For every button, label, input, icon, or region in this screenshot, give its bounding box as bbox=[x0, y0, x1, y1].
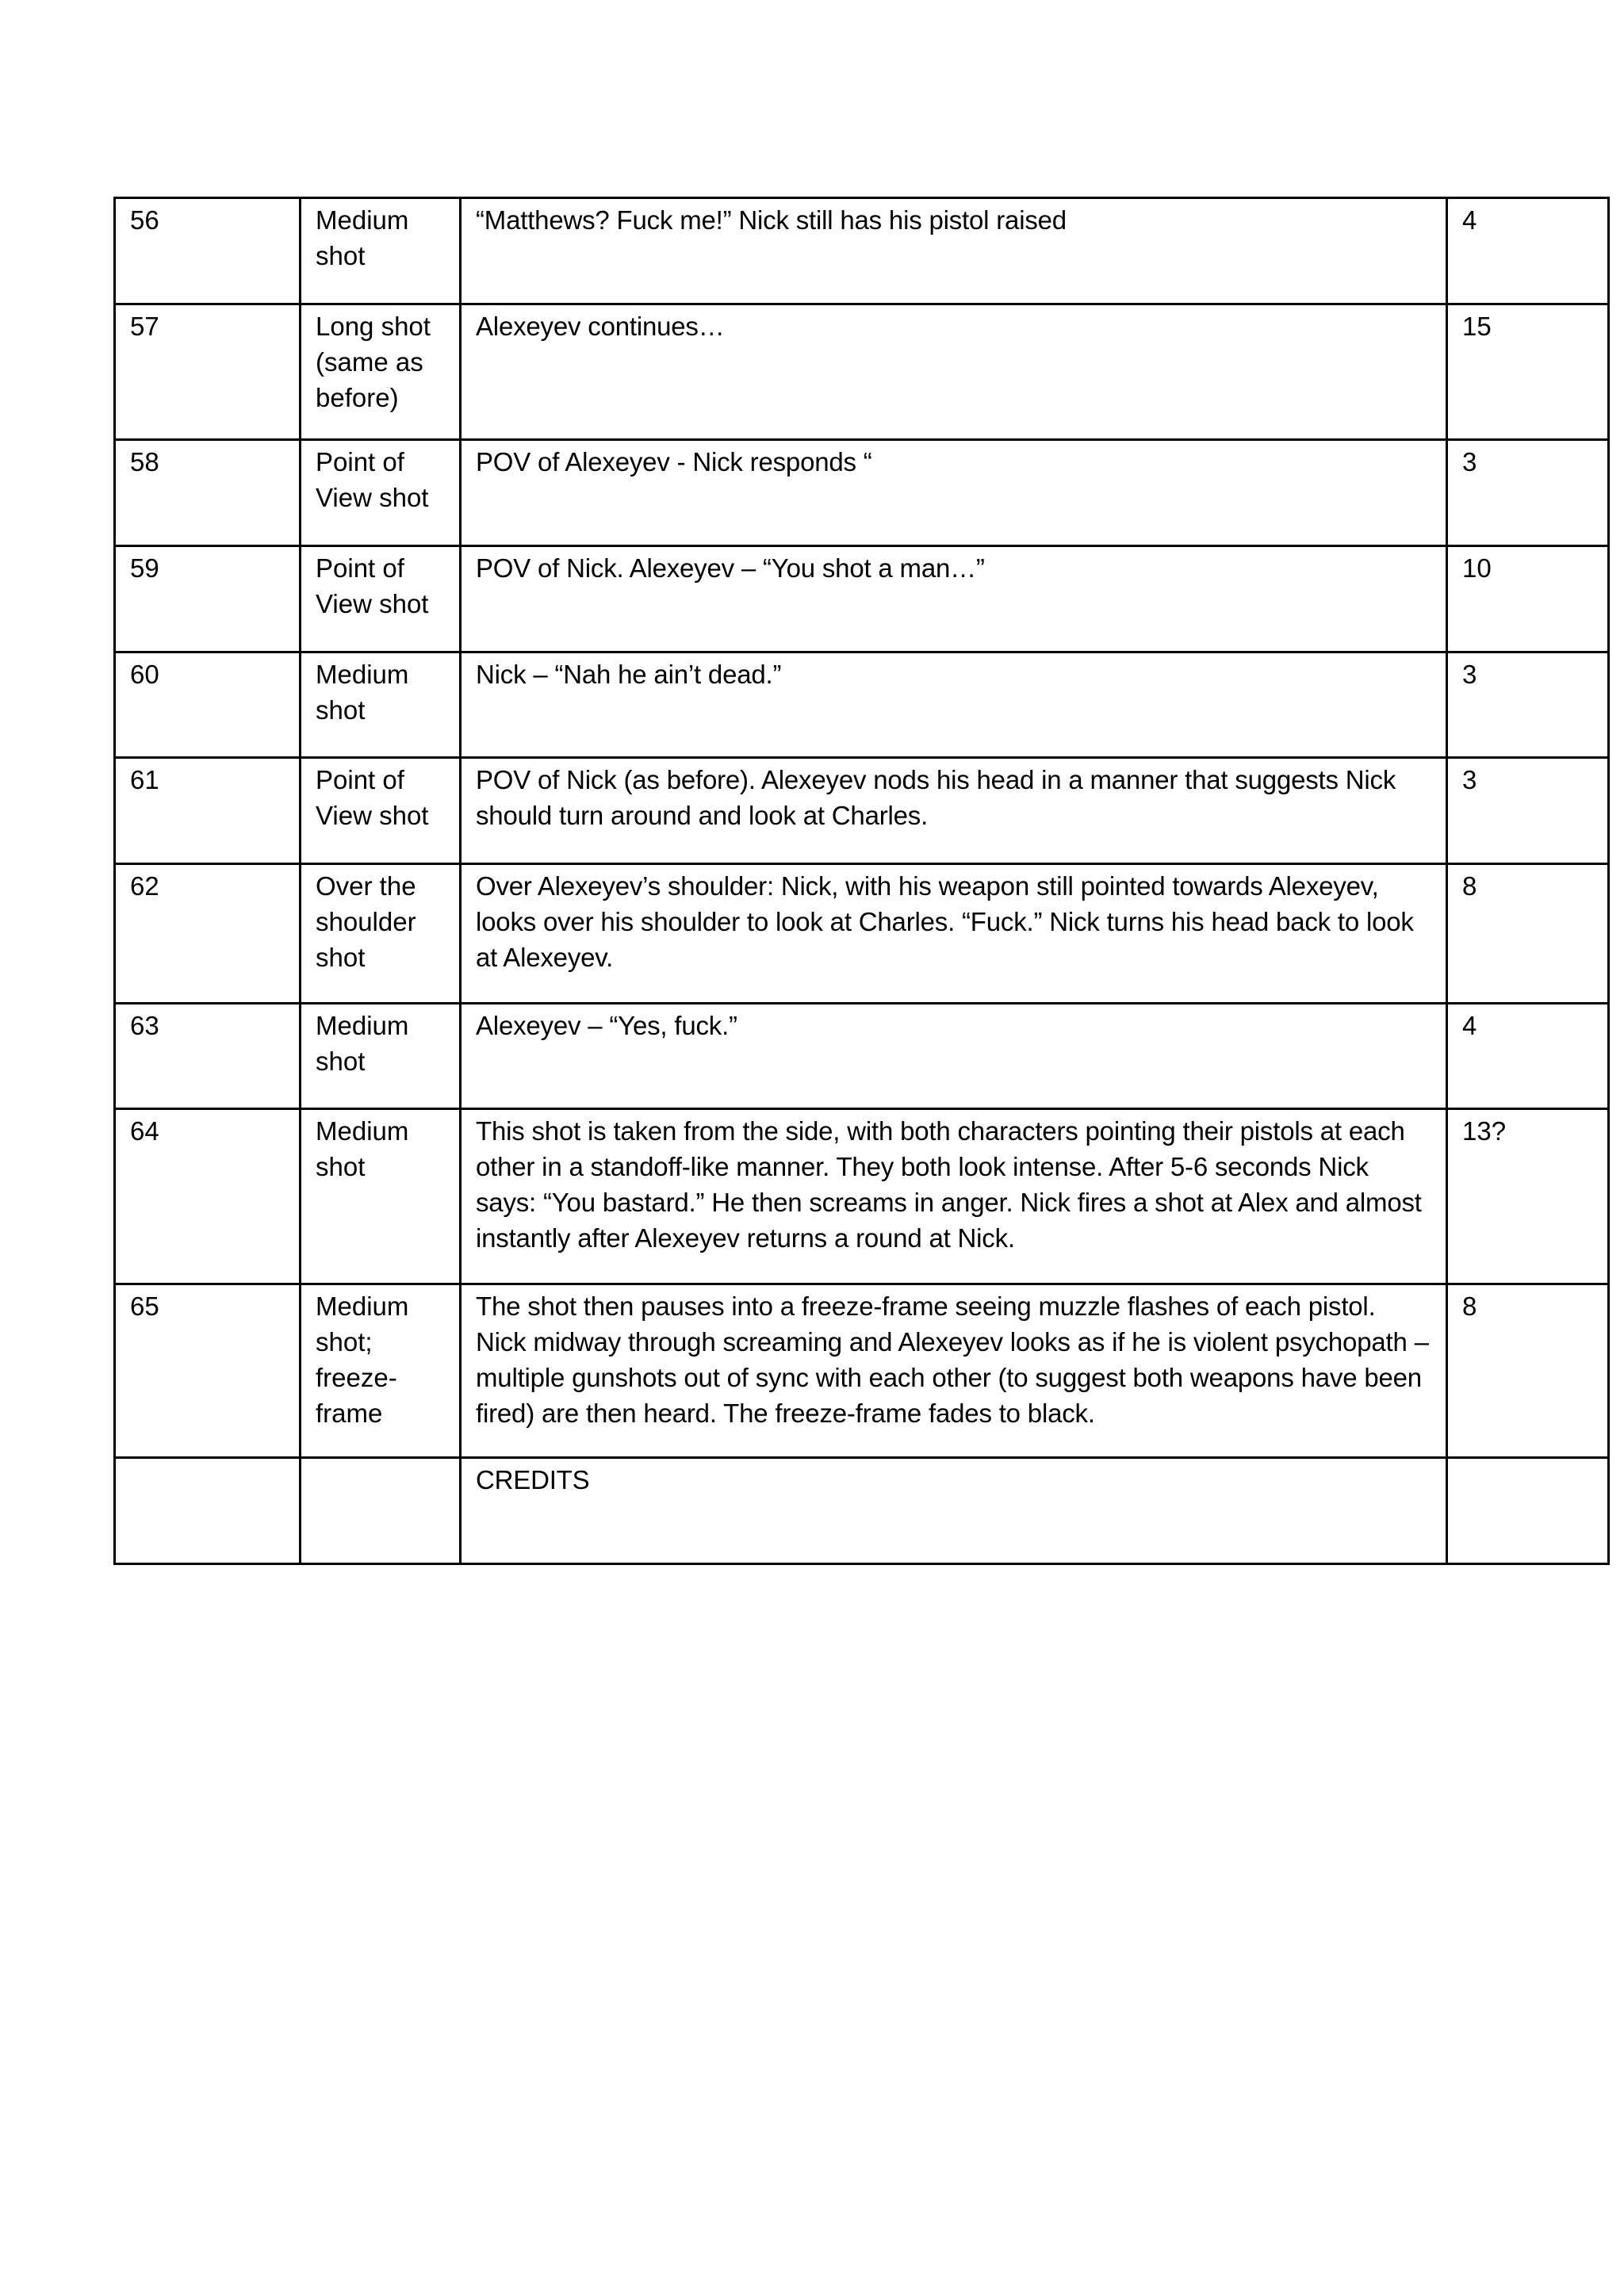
table-row bbox=[115, 652, 1609, 758]
shot-number: 60 bbox=[115, 652, 301, 758]
table-row bbox=[115, 1458, 1609, 1564]
shot-duration: 8 bbox=[1447, 864, 1609, 1004]
shot-type: Medium shot bbox=[301, 1109, 461, 1284]
shot-description: POV of Nick (as before). Alexeyev nods his head in a manner that suggests Nick should turn around and look at Charles. bbox=[461, 758, 1447, 864]
shot-list-table bbox=[113, 197, 1610, 1565]
shot-type: Point of View shot bbox=[301, 758, 461, 864]
shot-type: Medium shot; freeze-frame bbox=[301, 1284, 461, 1458]
shot-number: 63 bbox=[115, 1004, 301, 1109]
shot-description: POV of Nick. Alexeyev – “You shot a man…” bbox=[461, 546, 1447, 652]
shot-duration bbox=[1447, 1458, 1609, 1564]
table-row bbox=[115, 440, 1609, 546]
shot-description: CREDITS bbox=[461, 1458, 1447, 1564]
table-row bbox=[115, 758, 1609, 864]
shot-duration: 3 bbox=[1447, 440, 1609, 546]
shot-duration: 4 bbox=[1447, 198, 1609, 304]
table-row bbox=[115, 198, 1609, 304]
shot-description: Alexeyev continues… bbox=[461, 304, 1447, 440]
shot-duration: 3 bbox=[1447, 758, 1609, 864]
shot-number: 57 bbox=[115, 304, 301, 440]
shot-number: 61 bbox=[115, 758, 301, 864]
table-row bbox=[115, 1004, 1609, 1109]
shot-description: Alexeyev – “Yes, fuck.” bbox=[461, 1004, 1447, 1109]
shot-type: Medium shot bbox=[301, 198, 461, 304]
table-row bbox=[115, 1109, 1609, 1284]
table-row bbox=[115, 1284, 1609, 1458]
table-row bbox=[115, 864, 1609, 1004]
shot-type: Over the shoulder shot bbox=[301, 864, 461, 1004]
shot-description: Over Alexeyev’s shoulder: Nick, with his weapon still pointed towards Alexeyev, looks over his shoulder to look at Charles. “Fuck.” Nick turns his head back to look at Alexeyev. bbox=[461, 864, 1447, 1004]
shot-type: Point of View shot bbox=[301, 440, 461, 546]
shot-number: 64 bbox=[115, 1109, 301, 1284]
shot-duration: 15 bbox=[1447, 304, 1609, 440]
shot-type: Point of View shot bbox=[301, 546, 461, 652]
shot-description: Nick – “Nah he ain’t dead.” bbox=[461, 652, 1447, 758]
shot-description: POV of Alexeyev - Nick responds “ bbox=[461, 440, 1447, 546]
shot-number: 62 bbox=[115, 864, 301, 1004]
shot-type bbox=[301, 1458, 461, 1564]
shot-duration: 13? bbox=[1447, 1109, 1609, 1284]
table-row bbox=[115, 304, 1609, 440]
shot-number: 58 bbox=[115, 440, 301, 546]
shot-number bbox=[115, 1458, 301, 1564]
shot-type: Medium shot bbox=[301, 652, 461, 758]
shot-type: Long shot (same as before) bbox=[301, 304, 461, 440]
shot-number: 65 bbox=[115, 1284, 301, 1458]
shot-number: 56 bbox=[115, 198, 301, 304]
shot-description: The shot then pauses into a freeze-frame seeing muzzle flashes of each pistol. Nick midway through screaming and Alexeyev looks as if he is violent psychopath – multiple gunshots out of sync with each other (to suggest both weapons have been fired) are then heard. The freeze-frame fades to black. bbox=[461, 1284, 1447, 1458]
shot-number: 59 bbox=[115, 546, 301, 652]
shot-duration: 3 bbox=[1447, 652, 1609, 758]
shot-type: Medium shot bbox=[301, 1004, 461, 1109]
table-row bbox=[115, 546, 1609, 652]
shot-duration: 8 bbox=[1447, 1284, 1609, 1458]
shot-description: “Matthews? Fuck me!” Nick still has his pistol raised bbox=[461, 198, 1447, 304]
shot-description: This shot is taken from the side, with both characters pointing their pistols at each other in a standoff-like manner. They both look intense. After 5-6 seconds Nick says: “You bastard.” He then screams in anger. Nick fires a shot at Alex and almost instantly after Alexeyev returns a round at Nick. bbox=[461, 1109, 1447, 1284]
shot-duration: 4 bbox=[1447, 1004, 1609, 1109]
shot-duration: 10 bbox=[1447, 546, 1609, 652]
